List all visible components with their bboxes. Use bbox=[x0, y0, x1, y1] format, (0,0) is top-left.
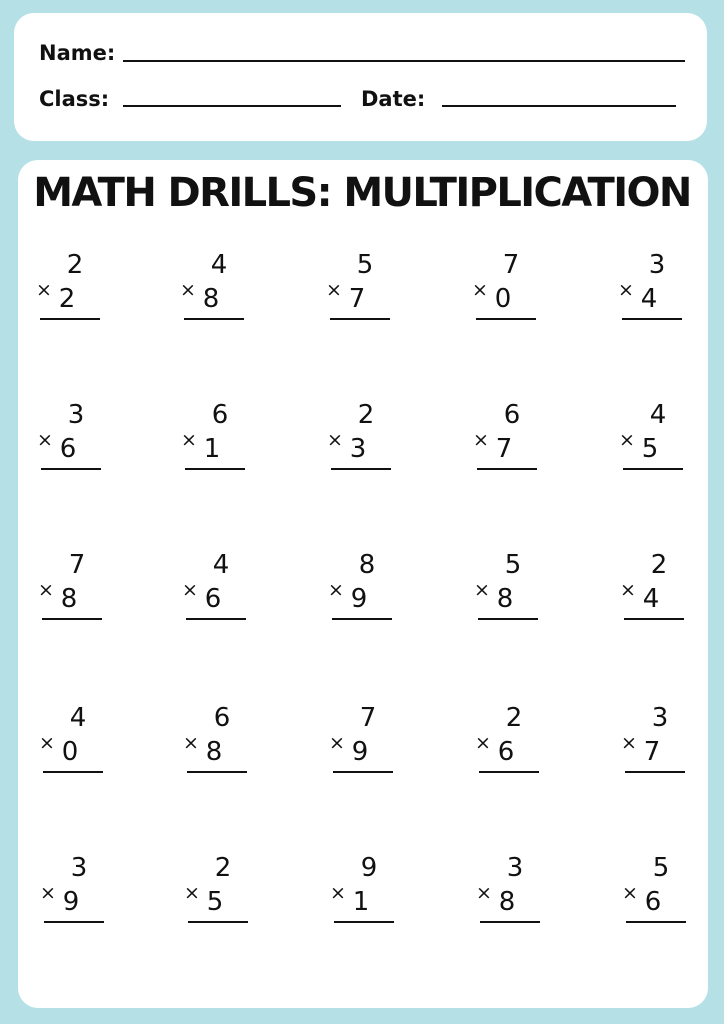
multiplicand: 4 bbox=[69, 703, 87, 733]
answer-line[interactable] bbox=[184, 318, 244, 320]
multiplicand: 3 bbox=[506, 853, 524, 883]
multiplication-problem bbox=[619, 400, 689, 478]
multiplication-problem bbox=[39, 703, 109, 781]
multiplicand: 9 bbox=[360, 853, 378, 883]
multiplier: 6 bbox=[497, 737, 515, 767]
answer-line[interactable] bbox=[333, 771, 393, 773]
multiplier: 4 bbox=[642, 584, 660, 614]
multiplicand: 6 bbox=[211, 400, 229, 430]
answer-line[interactable] bbox=[625, 771, 685, 773]
multiplication-problem bbox=[326, 250, 396, 328]
worksheet-title: MATH DRILLS: MULTIPLICATION bbox=[33, 170, 691, 216]
multiplicand: 2 bbox=[357, 400, 375, 430]
times-symbol: × bbox=[621, 732, 637, 754]
multiplicand: 7 bbox=[68, 550, 86, 580]
name-label: Name: bbox=[39, 41, 116, 65]
times-symbol: × bbox=[181, 429, 197, 451]
times-symbol: × bbox=[180, 279, 196, 301]
multiplication-problem bbox=[183, 703, 253, 781]
times-symbol: × bbox=[473, 429, 489, 451]
multiplicand: 2 bbox=[650, 550, 668, 580]
multiplier: 8 bbox=[202, 284, 220, 314]
multiplier: 7 bbox=[643, 737, 661, 767]
answer-line[interactable] bbox=[187, 771, 247, 773]
answer-line[interactable] bbox=[185, 468, 245, 470]
multiplier: 2 bbox=[58, 284, 76, 314]
answer-line[interactable] bbox=[186, 618, 246, 620]
multiplier: 9 bbox=[351, 737, 369, 767]
multiplicand: 6 bbox=[213, 703, 231, 733]
multiplier: 4 bbox=[640, 284, 658, 314]
multiplication-problem bbox=[40, 853, 110, 931]
multiplicand: 3 bbox=[648, 250, 666, 280]
times-symbol: × bbox=[618, 279, 634, 301]
date-label: Date: bbox=[361, 87, 426, 111]
multiplier: 7 bbox=[348, 284, 366, 314]
multiplier: 0 bbox=[61, 737, 79, 767]
multiplicand: 5 bbox=[652, 853, 670, 883]
answer-line[interactable] bbox=[41, 468, 101, 470]
times-symbol: × bbox=[472, 279, 488, 301]
multiplicand: 2 bbox=[505, 703, 523, 733]
answer-line[interactable] bbox=[624, 618, 684, 620]
multiplier: 1 bbox=[352, 887, 370, 917]
answer-line[interactable] bbox=[44, 921, 104, 923]
times-symbol: × bbox=[37, 429, 53, 451]
multiplier: 3 bbox=[349, 434, 367, 464]
answer-line[interactable] bbox=[42, 618, 102, 620]
times-symbol: × bbox=[622, 882, 638, 904]
times-symbol: × bbox=[183, 732, 199, 754]
multiplier: 1 bbox=[203, 434, 221, 464]
multiplicand: 5 bbox=[356, 250, 374, 280]
multiplier: 6 bbox=[59, 434, 77, 464]
multiplication-problem bbox=[38, 550, 108, 628]
date-field-line[interactable] bbox=[442, 105, 676, 107]
multiplicand: 7 bbox=[502, 250, 520, 280]
times-symbol: × bbox=[476, 882, 492, 904]
multiplication-problem bbox=[473, 400, 543, 478]
times-symbol: × bbox=[327, 429, 343, 451]
times-symbol: × bbox=[474, 579, 490, 601]
answer-line[interactable] bbox=[331, 468, 391, 470]
answer-line[interactable] bbox=[476, 318, 536, 320]
multiplier: 9 bbox=[350, 584, 368, 614]
multiplication-problem bbox=[475, 703, 545, 781]
multiplication-problem bbox=[330, 853, 400, 931]
multiplier: 8 bbox=[498, 887, 516, 917]
multiplication-problem bbox=[474, 550, 544, 628]
multiplier: 7 bbox=[495, 434, 513, 464]
multiplication-problem bbox=[184, 853, 254, 931]
class-label: Class: bbox=[39, 87, 110, 111]
multiplication-problem bbox=[329, 703, 399, 781]
multiplier: 6 bbox=[644, 887, 662, 917]
answer-line[interactable] bbox=[334, 921, 394, 923]
answer-line[interactable] bbox=[626, 921, 686, 923]
multiplication-problem bbox=[328, 550, 398, 628]
times-symbol: × bbox=[39, 732, 55, 754]
multiplicand: 7 bbox=[359, 703, 377, 733]
answer-line[interactable] bbox=[43, 771, 103, 773]
answer-line[interactable] bbox=[478, 618, 538, 620]
answer-line[interactable] bbox=[479, 771, 539, 773]
times-symbol: × bbox=[36, 279, 52, 301]
times-symbol: × bbox=[328, 579, 344, 601]
multiplication-problem bbox=[37, 400, 107, 478]
times-symbol: × bbox=[330, 882, 346, 904]
multiplication-problem bbox=[622, 853, 692, 931]
multiplicand: 8 bbox=[358, 550, 376, 580]
multiplication-problem bbox=[180, 250, 250, 328]
multiplicand: 3 bbox=[67, 400, 85, 430]
multiplication-problem bbox=[621, 703, 691, 781]
times-symbol: × bbox=[329, 732, 345, 754]
multiplication-problem bbox=[620, 550, 690, 628]
times-symbol: × bbox=[475, 732, 491, 754]
times-symbol: × bbox=[326, 279, 342, 301]
multiplication-problem bbox=[327, 400, 397, 478]
times-symbol: × bbox=[38, 579, 54, 601]
answer-line[interactable] bbox=[623, 468, 683, 470]
times-symbol: × bbox=[619, 429, 635, 451]
times-symbol: × bbox=[620, 579, 636, 601]
answer-line[interactable] bbox=[332, 618, 392, 620]
multiplication-problem bbox=[618, 250, 688, 328]
answer-line[interactable] bbox=[477, 468, 537, 470]
multiplier: 8 bbox=[496, 584, 514, 614]
multiplicand: 4 bbox=[210, 250, 228, 280]
multiplier: 9 bbox=[62, 887, 80, 917]
student-info-card bbox=[14, 13, 707, 141]
answer-line[interactable] bbox=[480, 921, 540, 923]
multiplicand: 6 bbox=[503, 400, 521, 430]
times-symbol: × bbox=[182, 579, 198, 601]
times-symbol: × bbox=[184, 882, 200, 904]
answer-line[interactable] bbox=[188, 921, 248, 923]
multiplier: 6 bbox=[204, 584, 222, 614]
multiplicand: 4 bbox=[649, 400, 667, 430]
multiplicand: 3 bbox=[651, 703, 669, 733]
answer-line[interactable] bbox=[330, 318, 390, 320]
multiplicand: 5 bbox=[504, 550, 522, 580]
multiplication-problem bbox=[476, 853, 546, 931]
multiplier: 5 bbox=[206, 887, 224, 917]
multiplicand: 2 bbox=[66, 250, 84, 280]
multiplication-problem bbox=[181, 400, 251, 478]
multiplication-problem bbox=[472, 250, 542, 328]
multiplier: 8 bbox=[205, 737, 223, 767]
multiplier: 0 bbox=[494, 284, 512, 314]
multiplication-problem bbox=[36, 250, 106, 328]
multiplier: 8 bbox=[60, 584, 78, 614]
class-field-line[interactable] bbox=[123, 105, 341, 107]
multiplicand: 4 bbox=[212, 550, 230, 580]
answer-line[interactable] bbox=[622, 318, 682, 320]
times-symbol: × bbox=[40, 882, 56, 904]
name-field-line[interactable] bbox=[123, 60, 685, 62]
answer-line[interactable] bbox=[40, 318, 100, 320]
multiplicand: 2 bbox=[214, 853, 232, 883]
multiplicand: 3 bbox=[70, 853, 88, 883]
multiplication-problem bbox=[182, 550, 252, 628]
multiplier: 5 bbox=[641, 434, 659, 464]
